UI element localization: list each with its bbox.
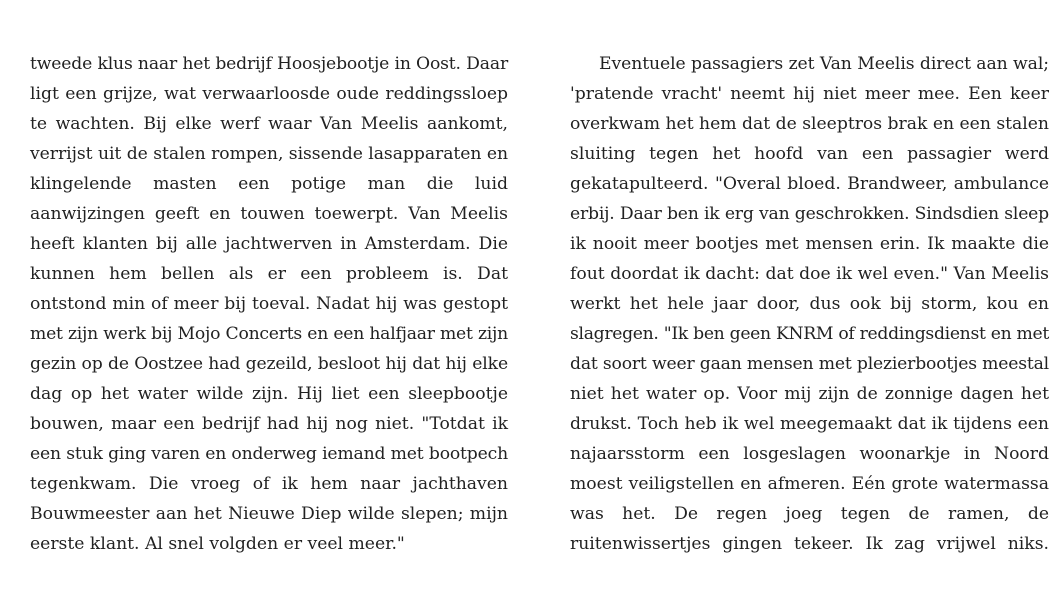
text-line: dag op het water wilde zijn. Hij liet een sleepbootje	[30, 384, 508, 404]
text-line: sluiting tegen het hoofd van een passagier werd	[570, 144, 1049, 164]
text-line: te wachten. Bij elke werf waar Van Meelis aankomt,	[30, 114, 508, 134]
text-line: bouwen, maar een bedrijf had hij nog niet. "Totdat ik	[30, 414, 508, 434]
text-line: dat soort weer gaan mensen met plezierbootjes meestal	[570, 354, 1049, 374]
text-line: een stuk ging varen en onderweg iemand met bootpech	[30, 444, 508, 464]
text-line: gezin op de Oostzee had gezeild, besloot hij dat hij elke	[30, 354, 508, 374]
text-line: kunnen hem bellen als er een probleem is. Dat	[30, 264, 508, 284]
text-line: gekatapulteerd. "Overal bloed. Brandweer, ambulance	[570, 174, 1049, 194]
text-line: Eventuele passagiers zet Van Meelis direct aan wal;	[599, 54, 1049, 74]
text-line: werkt het hele jaar door, dus ook bij storm, kou en	[570, 294, 1049, 314]
text-line: fout doordat ik dacht: dat doe ik wel even." Van Meelis	[570, 264, 1049, 284]
text-line: overkwam het hem dat de sleeptros brak en een stalen	[570, 114, 1049, 134]
left-text-column	[30, 49, 508, 559]
text-line: ontstond min of meer bij toeval. Nadat hij was gestopt	[30, 294, 508, 314]
text-line: Bouwmeester aan het Nieuwe Diep wilde slepen; mijn	[30, 504, 508, 524]
text-line: 'pratende vracht' neemt hij niet meer mee. Een keer	[570, 84, 1049, 104]
text-line: tweede klus naar het bedrijf Hoosjebootje in Oost. Daar	[30, 54, 508, 74]
text-line: ik nooit meer bootjes met mensen erin. Ik maakte die	[570, 234, 1049, 254]
text-line: met zijn werk bij Mojo Concerts en een halfjaar met zijn	[30, 324, 508, 344]
text-line: slagregen. "Ik ben geen KNRM of reddingsdienst en met	[570, 324, 1049, 344]
right-text-column	[570, 49, 1049, 559]
text-line: eerste klant. Al snel volgden er veel meer."	[30, 534, 405, 554]
text-line: drukst. Toch heb ik wel meegemaakt dat ik tijdens een	[570, 414, 1049, 434]
text-line: verrijst uit de stalen rompen, sissende lasapparaten en	[30, 144, 508, 164]
text-line: heeft klanten bij alle jachtwerven in Amsterdam. Die	[30, 234, 508, 254]
text-line: ligt een grijze, wat verwaarloosde oude reddingssloep	[30, 84, 508, 104]
text-line: niet het water op. Voor mij zijn de zonnige dagen het	[570, 384, 1049, 404]
text-line: ruitenwissertjes gingen tekeer. Ik zag vrijwel niks.	[570, 534, 1049, 554]
text-line: tegenkwam. Die vroeg of ik hem naar jachthaven	[30, 474, 508, 494]
text-line: najaarsstorm een losgeslagen woonarkje in Noord	[570, 444, 1049, 464]
text-line: was het. De regen joeg tegen de ramen, de	[570, 504, 1049, 524]
text-line: aanwijzingen geeft en touwen toewerpt. Van Meelis	[30, 204, 508, 224]
text-line: klingelende masten een potige man die luid	[30, 174, 508, 194]
text-line: erbij. Daar ben ik erg van geschrokken. Sindsdien sleep	[570, 204, 1049, 224]
text-line: moest veiligstellen en afmeren. Eén grote watermassa	[570, 474, 1049, 494]
